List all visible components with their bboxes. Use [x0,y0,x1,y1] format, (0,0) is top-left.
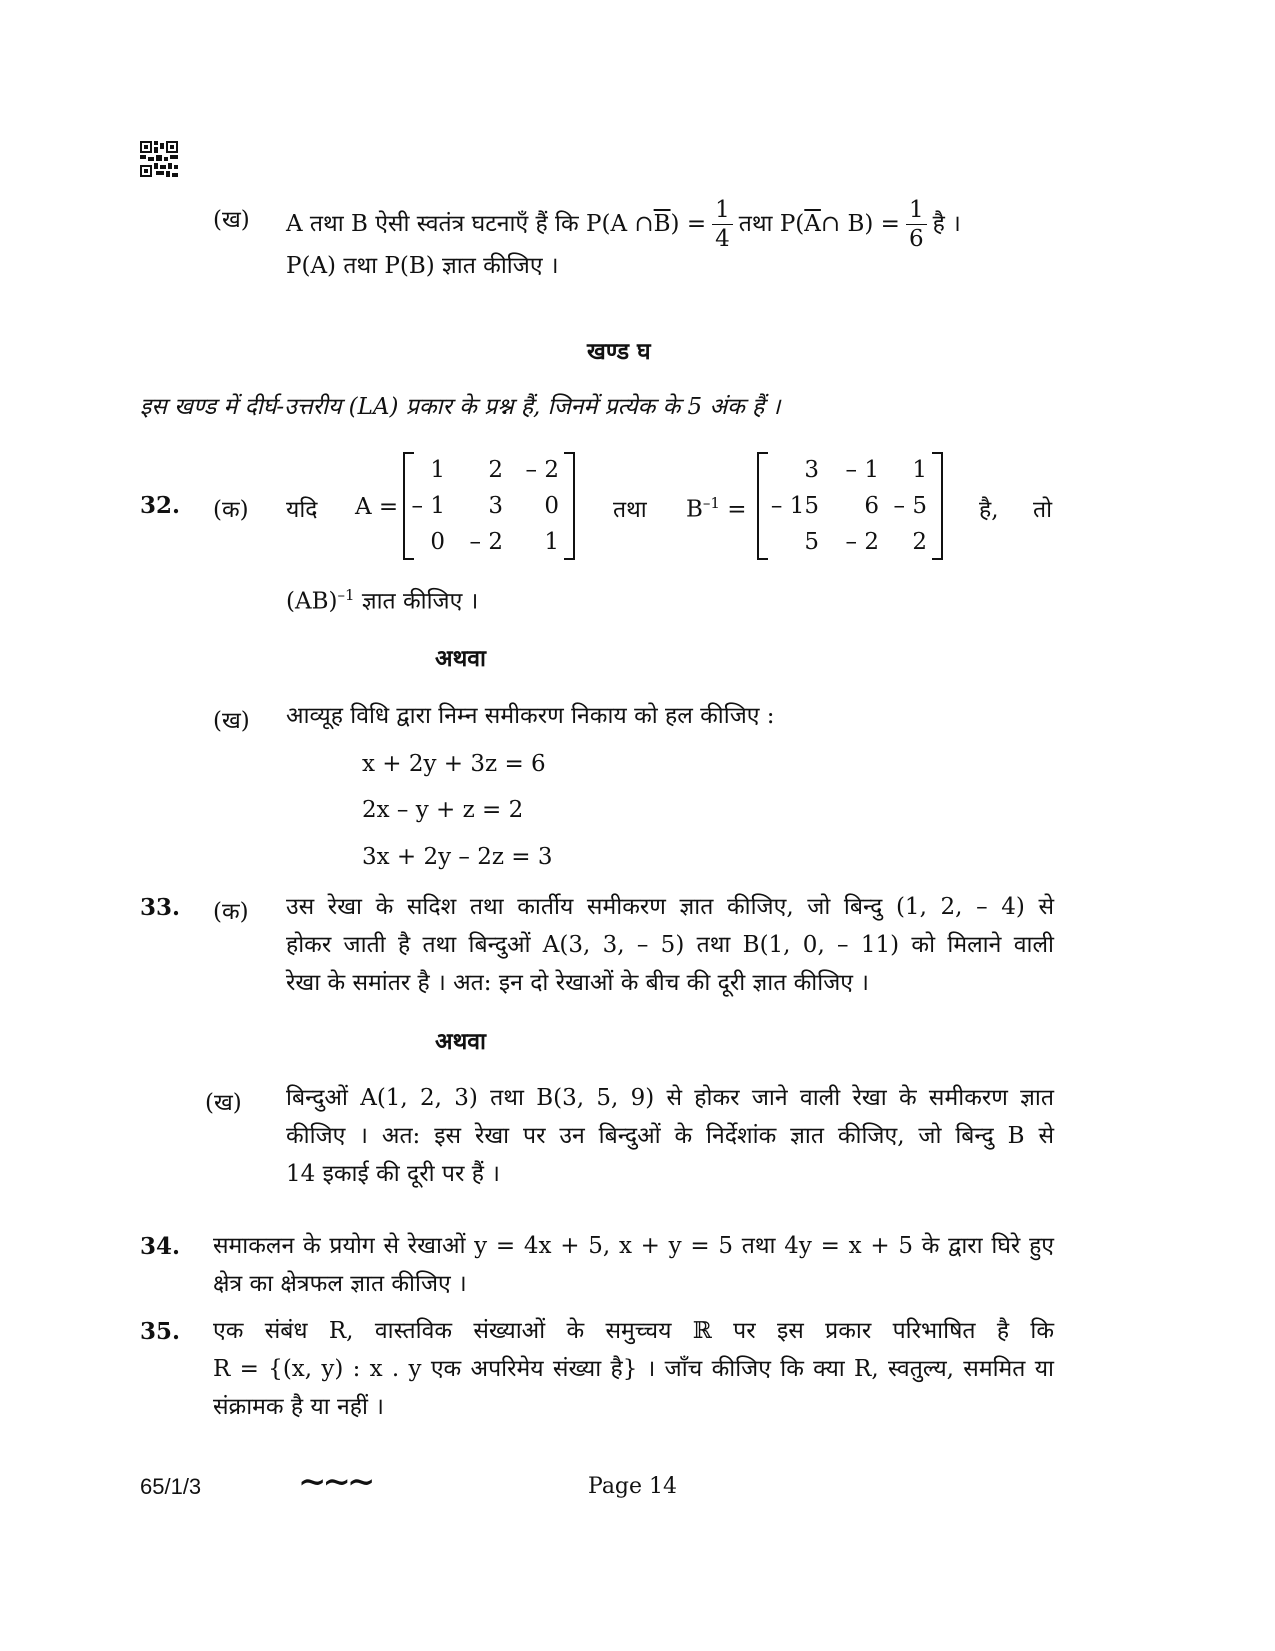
matrix-row [405,524,573,560]
equation-3: 3x + 2y – 2z = 3 [362,844,553,870]
fraction-1-4 [712,196,733,253]
section-instruction: इस खण्ड में दीर्घ-उत्तरीय (LA) प्रकार के प्रश्न हैं, जिनमें प्रत्येक के 5 अंक हैं । [140,394,781,420]
frac1-num: 1 [712,196,733,225]
q33-or: अथवा [435,1028,487,1055]
page-number: Page 14 [588,1474,678,1499]
q32b-label: (ख) [213,708,250,734]
matrix-row [405,488,573,524]
q31b-text3: तथा P( [738,211,805,237]
matrix-cell: 1 [430,457,445,483]
matrix-cell: 3 [488,493,503,519]
q33b-label: (ख) [205,1090,242,1116]
q31b-text1: A तथा B ऐसी स्वतंत्र घटनाएँ हैं कि P(A ∩ [286,211,654,237]
q35-line: R = {(x, y) : x . y एक अपरिमेय संख्या है} । जाँच कीजिए कि क्या R, स्वतुल्य, सममित या [213,1356,1054,1382]
matrix-cell: 0 [430,529,445,555]
equation-2: 2x – y + z = 2 [362,797,524,823]
q31b-text2: ) = [670,211,707,237]
q33a-line: उस रेखा के सदिश तथा कार्तीय समीकरण ज्ञात कीजिए, जो बिन्दु (1, 2, – 4) से [286,894,1054,920]
q33a-line: रेखा के समांतर है । अत: इन दो रेखाओं के बीच की दूरी ज्ञात कीजिए । [286,970,870,996]
q32-or: अथवा [435,645,487,672]
ab-text: (AB) [286,588,338,615]
matrix-row [759,488,941,524]
b-letter: B [686,496,703,523]
matrix-row [405,452,573,488]
q34-text [213,1227,1054,1303]
q34-line: समाकलन के प्रयोग से रेखाओं y = 4x + 5, x + y = 5 तथा 4y = x + 5 के द्वारा घिरे हुए [213,1233,1054,1259]
q35-text [213,1312,1054,1426]
q33a-text [286,888,1054,1002]
q32-hai: है, [979,497,999,523]
matrix-cell: – 2 [525,457,559,483]
q32a-label: (क) [213,497,249,523]
q33b-text [286,1079,1054,1193]
paper-code: 65/1/3 [140,1474,202,1499]
matrix-row [759,524,941,560]
q34-line: क्षेत्र का क्षेत्रफल ज्ञात कीजिए । [213,1271,467,1297]
q32-yadi: यदि [286,497,318,523]
matrix-cell: 1 [912,457,927,483]
b-eq: = [719,496,747,523]
frac2-num: 1 [906,196,927,225]
matrix-cell: 5 [804,529,819,555]
q32-a-eq: A = [355,494,399,520]
matrix-cell: – 5 [893,493,927,519]
b-inverse-sup: –1 [702,494,720,512]
q31b-line1 [286,198,961,250]
q31b-bbar: $\overline{B}$ [653,211,671,237]
matrix-cell: – 1 [845,457,879,483]
equation-1: x + 2y + 3z = 6 [362,751,546,777]
q35-line: एक संबंध R, वास्तविक संख्याओं के समुच्चय ℝ पर इस प्रकार परिभाषित है कि [213,1318,1054,1344]
q32-b-inverse [686,494,747,523]
ab-inverse-sup: –1 [337,586,355,604]
qr-code-icon [140,141,178,177]
q31b-text5: है । [932,211,961,237]
q31b-abar: $\overline{A}$ [804,211,821,237]
q35-number: 35. [140,1318,181,1345]
q33a-label: (क) [213,899,249,925]
frac2-den: 6 [908,225,924,252]
q34-number: 34. [140,1233,181,1260]
matrix-a [403,452,575,560]
fraction-1-6 [906,196,927,253]
matrix-cell: 2 [912,529,927,555]
matrix-cell: 1 [544,529,559,555]
q33b-line: 14 इकाई की दूरी पर हैं । [286,1161,500,1187]
q32a-line2 [286,576,478,621]
matrix-cell: 2 [488,457,503,483]
q33a-line: होकर जाती है तथा बिन्दुओं A(3, 3, – 5) तथा B(1, 0, – 11) को मिलाने वाली [286,932,1054,958]
q32-to: तो [1033,497,1053,523]
q31b-line2: P(A) तथा P(B) ज्ञात कीजिए । [286,253,559,279]
q35-line: संक्रामक है या नहीं । [213,1394,384,1420]
q33-number: 33. [140,894,181,921]
matrix-cell: – 2 [469,529,503,555]
matrix-cell: 6 [864,493,879,519]
matrix-cell: 0 [544,493,559,519]
matrix-cell: – 1 [411,493,445,519]
matrix-cell: – 2 [845,529,879,555]
matrix-cell: – 15 [770,493,819,519]
frac1-den: 4 [715,225,730,252]
q31b-text4: ∩ B) = [820,211,900,237]
q33b-line: बिन्दुओं A(1, 2, 3) तथा B(3, 5, 9) से होकर जाने वाली रेखा के समीकरण ज्ञात [286,1085,1054,1111]
wave-mark: ∼∼∼ [298,1462,372,1502]
section-title: खण्ड घ [587,338,651,365]
matrix-b [757,452,943,560]
q32-tatha: तथा [613,497,647,523]
ab-find: ज्ञात कीजिए । [354,588,479,615]
q31b-label: (ख) [213,207,250,233]
matrix-row [759,452,941,488]
q32b-text: आव्यूह विधि द्वारा निम्न समीकरण निकाय को हल कीजिए : [286,703,775,729]
q33b-line: कीजिए । अत: इस रेखा पर उन बिन्दुओं के निर्देशांक ज्ञात कीजिए, जो बिन्दु B से [286,1123,1054,1149]
matrix-cell: 3 [804,457,819,483]
q32-number: 32. [140,492,181,519]
